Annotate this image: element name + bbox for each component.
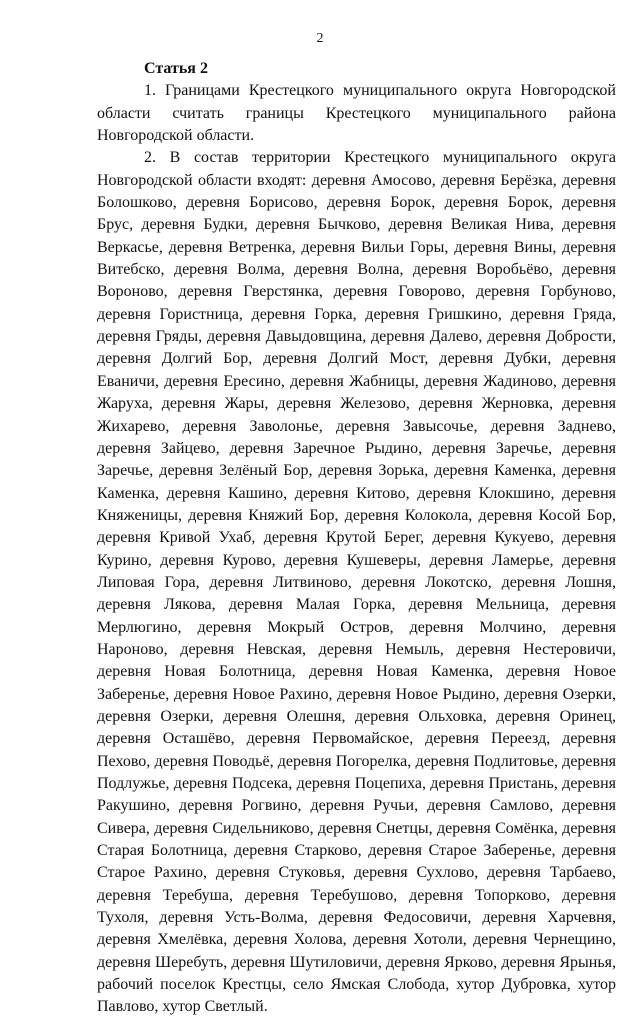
article-paragraph-2: 2. В состав территории Крестецкого муниципального округа Новгородской области входят: деревня Амосово, деревня Берёзка, деревня Болошково, деревня Борисово, деревня Борок, деревня Борок, деревня Брус, деревня Будки, деревня Бычково, деревня Великая Нива, деревня Веркасье, деревня Ветренка, деревня Вильи Горы, деревня Вины, деревня Витебско, деревня Волма, деревня Волна, деревня Воробьёво, деревня Вороново, деревня Гверстянка, деревня Говорово, деревня Горбуново, деревня Гористница, деревня Горка, деревня Гришкино, деревня Гряда, деревня Гряды, деревня Давыдовщина, деревня Далево, деревня Добрости, деревня Долгий Бор, деревня Долгий Мост, деревня Дубки, деревня Еваничи, деревня Ересино, деревня Жабницы, деревня Жадиново, деревня Жаруха, деревня Жары, деревня Железово, деревня Жерновка, деревня Жихарево, деревня Заволонье, деревня Завысочье, деревня Заднево, деревня Зайцево, деревня Заречное Рыдино, деревня Заречье, деревня Заречье, деревня Зелёный Бор, деревня Зорька, деревня Каменка, деревня Каменка, деревня Кашино, деревня Китово, деревня Клокшино, деревня Княженицы, деревня Княжий Бор, деревня Колокола, деревня Косой Бор, деревня Кривой Ухаб, деревня Крутой Берег, деревня Кукуево, деревня Курино, деревня Курово, деревня Кушеверы, деревня Ламерье, деревня Липовая Гора, деревня Литвиново, деревня Локотско, деревня Лошня, деревня Лякова, деревня Малая Горка, деревня Мельница, деревня Мерлюгино, деревня Мокрый Остров, деревня Молчино, деревня Нароново, деревня Невская, деревня Немыль, деревня Нестеровичи, деревня Новая Болотница, деревня Новая Каменка, деревня Новое Заберенье, деревня Новое Рахино, деревня Новое Рыдино, деревня Озерки, деревня Озерки, деревня Олешня, деревня Ольховка, деревня Оринец, деревня Осташёво, деревня Первомайское, деревня Переезд, деревня Пехово, деревня Поводьё, деревня Погорелка, деревня Подлитовье, деревня Подлужье, деревня Подсека, деревня Поцепиха, деревня Пристань, деревня Ракушино, деревня Рогвино, деревня Ручьи, деревня Самлово, деревня Сивера, деревня Сидельниково, деревня Снетцы, деревня Сомёнка, деревня Старая Болотница, деревня Старково, деревня Старое Заберенье, деревня Старое Рахино, деревня Стуковья, деревня Сухлово, деревня Тарбаево, деревня Теребуша, деревня Теребушово, деревня Топорково, деревня Тухоля, деревня Усть-Волма, деревня Федосовичи, деревня Харчевня, деревня Хмелёвка, деревня Холова, деревня Хотоли, деревня Чернещино, деревня Шеребуть, деревня Шутиловичи, деревня Ярково, деревня Ярынья, рабочий поселок Крестцы, село Ямская Слобода, хутор Дубровка, хутор Павлово, хутор Светлый. [97, 149, 616, 1016]
article-body [97, 58, 616, 1019]
article-heading: Статья 2 [144, 60, 208, 77]
article-paragraph-1: 1. Границами Крестецкого муниципального округа Новгородской области считать границы Крестецкого муниципального района Новгородской области. [97, 82, 616, 145]
page-number: 2 [316, 31, 324, 46]
